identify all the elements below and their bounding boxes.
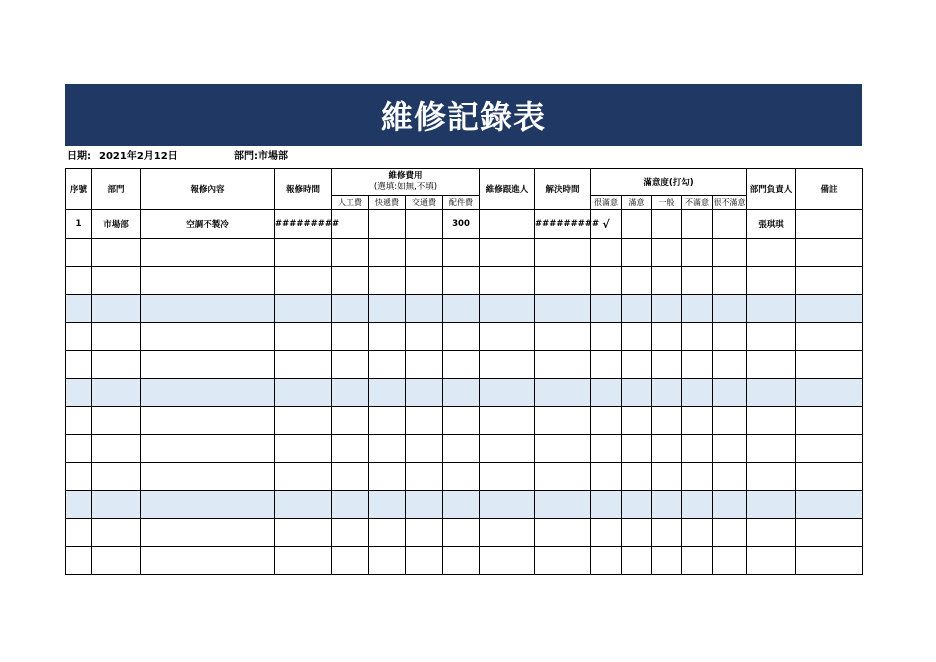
dept-label: 部門: [234, 151, 258, 162]
title-banner [65, 84, 862, 146]
cell-express[interactable] [369, 379, 406, 407]
cell-remark[interactable] [796, 547, 863, 575]
table-row [66, 519, 863, 547]
cell-transport[interactable] [406, 295, 443, 323]
cell-dept[interactable]: 市場部 [92, 210, 141, 239]
cell-remark[interactable] [796, 267, 863, 295]
cell-very-unsat[interactable] [713, 491, 747, 519]
cell-content[interactable]: 空調不製冷 [141, 210, 275, 239]
cell-transport[interactable] [406, 547, 443, 575]
cell-head[interactable] [747, 547, 796, 575]
cell-labor[interactable] [332, 547, 369, 575]
header-dept: 部門 [92, 169, 141, 210]
cell-labor[interactable] [332, 323, 369, 351]
cell-labor[interactable] [332, 463, 369, 491]
cell-remark[interactable] [796, 435, 863, 463]
cell-express[interactable] [369, 491, 406, 519]
cell-dept[interactable] [92, 435, 141, 463]
cell-seq[interactable] [66, 295, 92, 323]
cell-sat[interactable] [622, 407, 652, 435]
cell-head[interactable] [747, 267, 796, 295]
cell-very-sat[interactable] [591, 519, 622, 547]
date-value: 2021年2月12日 [99, 151, 178, 162]
cell-transport[interactable] [406, 239, 443, 267]
cell-resolve[interactable] [535, 379, 591, 407]
cell-follower[interactable] [480, 547, 535, 575]
cell-remark[interactable] [796, 239, 863, 267]
cell-express[interactable] [369, 210, 406, 239]
cell-very-sat[interactable] [591, 435, 622, 463]
cell-dept[interactable] [92, 519, 141, 547]
header-resolve: 解決時間 [535, 169, 591, 210]
header-satisfaction: 滿意度(打勾) [591, 169, 747, 196]
cell-head[interactable] [747, 463, 796, 491]
cell-very-unsat[interactable] [713, 323, 747, 351]
cell-very-unsat[interactable] [713, 463, 747, 491]
cell-dept[interactable] [92, 463, 141, 491]
cell-very-sat[interactable] [591, 267, 622, 295]
cell-normal[interactable] [652, 379, 682, 407]
cell-resolve[interactable] [535, 491, 591, 519]
cell-transport[interactable] [406, 210, 443, 239]
cell-head[interactable] [747, 323, 796, 351]
cell-parts[interactable] [443, 407, 480, 435]
date-label: 日期: [67, 151, 91, 162]
cell-resolve[interactable] [535, 351, 591, 379]
cell-seq[interactable] [66, 267, 92, 295]
cell-time[interactable] [275, 267, 332, 295]
cell-unsat[interactable] [682, 351, 713, 379]
cell-transport[interactable] [406, 267, 443, 295]
header-fee-title: 維修費用 [388, 171, 423, 181]
cell-unsat[interactable] [682, 239, 713, 267]
cell-transport[interactable] [406, 407, 443, 435]
cell-content[interactable] [141, 295, 275, 323]
cell-express[interactable] [369, 323, 406, 351]
cell-content[interactable] [141, 323, 275, 351]
cell-unsat[interactable] [682, 435, 713, 463]
cell-content[interactable] [141, 239, 275, 267]
header-very-satisfied: 很滿意 [591, 196, 622, 210]
cell-labor[interactable] [332, 267, 369, 295]
cell-content[interactable] [141, 435, 275, 463]
date-field [67, 150, 178, 164]
cell-parts[interactable] [443, 435, 480, 463]
cell-sat[interactable] [622, 379, 652, 407]
cell-normal[interactable] [652, 519, 682, 547]
cell-very-unsat[interactable] [713, 379, 747, 407]
cell-very-sat[interactable] [591, 407, 622, 435]
cell-very-unsat[interactable] [713, 435, 747, 463]
table-row [66, 407, 863, 435]
cell-labor[interactable] [332, 239, 369, 267]
header-express: 快遞費 [369, 196, 406, 210]
cell-unsat[interactable] [682, 295, 713, 323]
cell-resolve[interactable]: ######### [535, 210, 591, 239]
cell-very-sat[interactable] [591, 379, 622, 407]
cell-dept[interactable] [92, 379, 141, 407]
cell-transport[interactable] [406, 491, 443, 519]
table-row [66, 463, 863, 491]
cell-seq[interactable] [66, 239, 92, 267]
repair-record-table [65, 168, 863, 575]
cell-seq[interactable] [66, 547, 92, 575]
cell-follower[interactable] [480, 519, 535, 547]
cell-very-unsat[interactable] [713, 351, 747, 379]
cell-parts[interactable] [443, 295, 480, 323]
cell-sat[interactable] [622, 267, 652, 295]
cell-very-unsat[interactable] [713, 267, 747, 295]
dept-field [234, 150, 288, 164]
page-title: 維修記錄表 [380, 98, 546, 136]
cell-sat[interactable] [622, 351, 652, 379]
table-row [66, 351, 863, 379]
header-fee-group [332, 169, 480, 196]
cell-unsat[interactable] [682, 210, 713, 239]
cell-very-sat[interactable] [591, 547, 622, 575]
cell-time[interactable] [275, 351, 332, 379]
cell-labor[interactable] [332, 519, 369, 547]
cell-very-unsat[interactable] [713, 519, 747, 547]
cell-sat[interactable] [622, 210, 652, 239]
cell-parts[interactable] [443, 547, 480, 575]
cell-resolve[interactable] [535, 295, 591, 323]
cell-sat[interactable] [622, 463, 652, 491]
table-row [66, 295, 863, 323]
cell-labor[interactable] [332, 351, 369, 379]
cell-time[interactable] [275, 379, 332, 407]
cell-very-sat[interactable] [591, 463, 622, 491]
cell-content[interactable] [141, 491, 275, 519]
cell-time[interactable]: ######### [275, 210, 332, 239]
cell-content[interactable] [141, 547, 275, 575]
cell-time[interactable] [275, 547, 332, 575]
cell-express[interactable] [369, 239, 406, 267]
cell-head[interactable] [747, 519, 796, 547]
cell-normal[interactable] [652, 295, 682, 323]
cell-very-sat[interactable] [591, 323, 622, 351]
cell-follower[interactable] [480, 267, 535, 295]
table-body [66, 210, 863, 575]
header-head: 部門負責人 [747, 169, 796, 210]
cell-very-sat[interactable] [591, 295, 622, 323]
cell-head[interactable] [747, 239, 796, 267]
cell-follower[interactable] [480, 463, 535, 491]
cell-transport[interactable] [406, 379, 443, 407]
header-follower: 維修跟進人 [480, 169, 535, 210]
cell-sat[interactable] [622, 491, 652, 519]
header-parts: 配件費 [443, 196, 480, 210]
cell-time[interactable] [275, 491, 332, 519]
table-row [66, 491, 863, 519]
header-time: 報修時間 [275, 169, 332, 210]
cell-very-unsat[interactable] [713, 547, 747, 575]
header-transport: 交通費 [406, 196, 443, 210]
cell-head[interactable] [747, 407, 796, 435]
cell-seq[interactable] [66, 491, 92, 519]
table-row [66, 239, 863, 267]
cell-normal[interactable] [652, 435, 682, 463]
cell-head[interactable] [747, 435, 796, 463]
cell-dept[interactable] [92, 407, 141, 435]
cell-normal[interactable] [652, 463, 682, 491]
cell-parts[interactable] [443, 519, 480, 547]
header-content: 報修內容 [141, 169, 275, 210]
cell-express[interactable] [369, 547, 406, 575]
table-row [66, 323, 863, 351]
cell-normal[interactable] [652, 351, 682, 379]
cell-seq[interactable] [66, 519, 92, 547]
cell-unsat[interactable] [682, 407, 713, 435]
cell-unsat[interactable] [682, 379, 713, 407]
cell-labor[interactable] [332, 295, 369, 323]
cell-follower[interactable] [480, 435, 535, 463]
cell-labor[interactable] [332, 407, 369, 435]
cell-dept[interactable] [92, 491, 141, 519]
cell-follower[interactable] [480, 239, 535, 267]
cell-follower[interactable] [480, 407, 535, 435]
header-satisfied: 滿意 [622, 196, 652, 210]
cell-parts[interactable] [443, 239, 480, 267]
table-row [66, 547, 863, 575]
cell-very-sat[interactable] [591, 351, 622, 379]
cell-time[interactable] [275, 295, 332, 323]
cell-resolve[interactable] [535, 267, 591, 295]
cell-parts[interactable] [443, 379, 480, 407]
cell-normal[interactable] [652, 407, 682, 435]
cell-head[interactable] [747, 491, 796, 519]
cell-express[interactable] [369, 407, 406, 435]
cell-resolve[interactable] [535, 547, 591, 575]
cell-normal[interactable] [652, 547, 682, 575]
cell-express[interactable] [369, 435, 406, 463]
cell-follower[interactable] [480, 210, 535, 239]
cell-parts[interactable] [443, 267, 480, 295]
cell-very-unsat[interactable] [713, 210, 747, 239]
cell-unsat[interactable] [682, 323, 713, 351]
cell-normal[interactable] [652, 267, 682, 295]
cell-remark[interactable] [796, 210, 863, 239]
header-unsatisfied: 不滿意 [682, 196, 713, 210]
header-labor: 人工費 [332, 196, 369, 210]
cell-head[interactable] [747, 351, 796, 379]
header-normal: 一般 [652, 196, 682, 210]
header-fee-note: (選填:如無,不填) [373, 182, 438, 192]
header-seq: 序號 [66, 169, 92, 210]
cell-sat[interactable] [622, 323, 652, 351]
cell-very-unsat[interactable] [713, 407, 747, 435]
cell-dept[interactable] [92, 295, 141, 323]
cell-parts[interactable] [443, 351, 480, 379]
cell-remark[interactable] [796, 463, 863, 491]
cell-dept[interactable] [92, 323, 141, 351]
cell-resolve[interactable] [535, 435, 591, 463]
cell-remark[interactable] [796, 491, 863, 519]
table-row [66, 379, 863, 407]
cell-head[interactable] [747, 379, 796, 407]
cell-dept[interactable] [92, 239, 141, 267]
cell-labor[interactable] [332, 379, 369, 407]
cell-content[interactable] [141, 351, 275, 379]
table-row [66, 210, 863, 239]
cell-dept[interactable] [92, 547, 141, 575]
cell-parts[interactable]: 300 [443, 210, 480, 239]
cell-dept[interactable] [92, 267, 141, 295]
cell-unsat[interactable] [682, 491, 713, 519]
cell-head[interactable] [747, 295, 796, 323]
header-remark: 備註 [796, 169, 863, 210]
cell-normal[interactable] [652, 210, 682, 239]
cell-sat[interactable] [622, 239, 652, 267]
cell-follower[interactable] [480, 323, 535, 351]
cell-follower[interactable] [480, 295, 535, 323]
cell-resolve[interactable] [535, 519, 591, 547]
cell-seq[interactable] [66, 323, 92, 351]
cell-time[interactable] [275, 519, 332, 547]
cell-head[interactable]: 張琪琪 [747, 210, 796, 239]
cell-remark[interactable] [796, 295, 863, 323]
cell-normal[interactable] [652, 323, 682, 351]
cell-very-sat[interactable]: √ [591, 210, 622, 239]
cell-very-unsat[interactable] [713, 239, 747, 267]
cell-seq[interactable] [66, 379, 92, 407]
cell-transport[interactable] [406, 435, 443, 463]
cell-seq[interactable]: 1 [66, 210, 92, 239]
cell-seq[interactable] [66, 435, 92, 463]
cell-content[interactable] [141, 379, 275, 407]
cell-very-unsat[interactable] [713, 295, 747, 323]
cell-remark[interactable] [796, 323, 863, 351]
cell-very-sat[interactable] [591, 239, 622, 267]
cell-seq[interactable] [66, 463, 92, 491]
cell-seq[interactable] [66, 351, 92, 379]
cell-follower[interactable] [480, 351, 535, 379]
cell-content[interactable] [141, 267, 275, 295]
cell-unsat[interactable] [682, 547, 713, 575]
cell-labor[interactable] [332, 491, 369, 519]
cell-remark[interactable] [796, 351, 863, 379]
cell-unsat[interactable] [682, 463, 713, 491]
cell-remark[interactable] [796, 379, 863, 407]
cell-transport[interactable] [406, 519, 443, 547]
cell-transport[interactable] [406, 323, 443, 351]
cell-express[interactable] [369, 463, 406, 491]
cell-express[interactable] [369, 295, 406, 323]
cell-follower[interactable] [480, 491, 535, 519]
cell-content[interactable] [141, 463, 275, 491]
cell-time[interactable] [275, 435, 332, 463]
cell-dept[interactable] [92, 351, 141, 379]
cell-time[interactable] [275, 239, 332, 267]
cell-sat[interactable] [622, 547, 652, 575]
cell-sat[interactable] [622, 295, 652, 323]
cell-parts[interactable] [443, 463, 480, 491]
cell-time[interactable] [275, 407, 332, 435]
cell-follower[interactable] [480, 379, 535, 407]
cell-express[interactable] [369, 267, 406, 295]
cell-remark[interactable] [796, 519, 863, 547]
cell-time[interactable] [275, 463, 332, 491]
cell-resolve[interactable] [535, 463, 591, 491]
cell-resolve[interactable] [535, 239, 591, 267]
cell-resolve[interactable] [535, 407, 591, 435]
cell-express[interactable] [369, 351, 406, 379]
table-row [66, 435, 863, 463]
cell-remark[interactable] [796, 407, 863, 435]
cell-sat[interactable] [622, 519, 652, 547]
cell-seq[interactable] [66, 407, 92, 435]
cell-resolve[interactable] [535, 323, 591, 351]
cell-normal[interactable] [652, 491, 682, 519]
cell-normal[interactable] [652, 239, 682, 267]
cell-labor[interactable] [332, 435, 369, 463]
cell-sat[interactable] [622, 435, 652, 463]
cell-very-sat[interactable] [591, 491, 622, 519]
cell-unsat[interactable] [682, 519, 713, 547]
cell-transport[interactable] [406, 351, 443, 379]
cell-express[interactable] [369, 519, 406, 547]
cell-time[interactable] [275, 323, 332, 351]
cell-content[interactable] [141, 519, 275, 547]
cell-parts[interactable] [443, 323, 480, 351]
cell-transport[interactable] [406, 463, 443, 491]
cell-parts[interactable] [443, 491, 480, 519]
cell-unsat[interactable] [682, 267, 713, 295]
dept-value: 市場部 [258, 151, 288, 162]
table-row [66, 267, 863, 295]
cell-content[interactable] [141, 407, 275, 435]
header-very-unsatisfied: 很不滿意 [713, 196, 747, 210]
